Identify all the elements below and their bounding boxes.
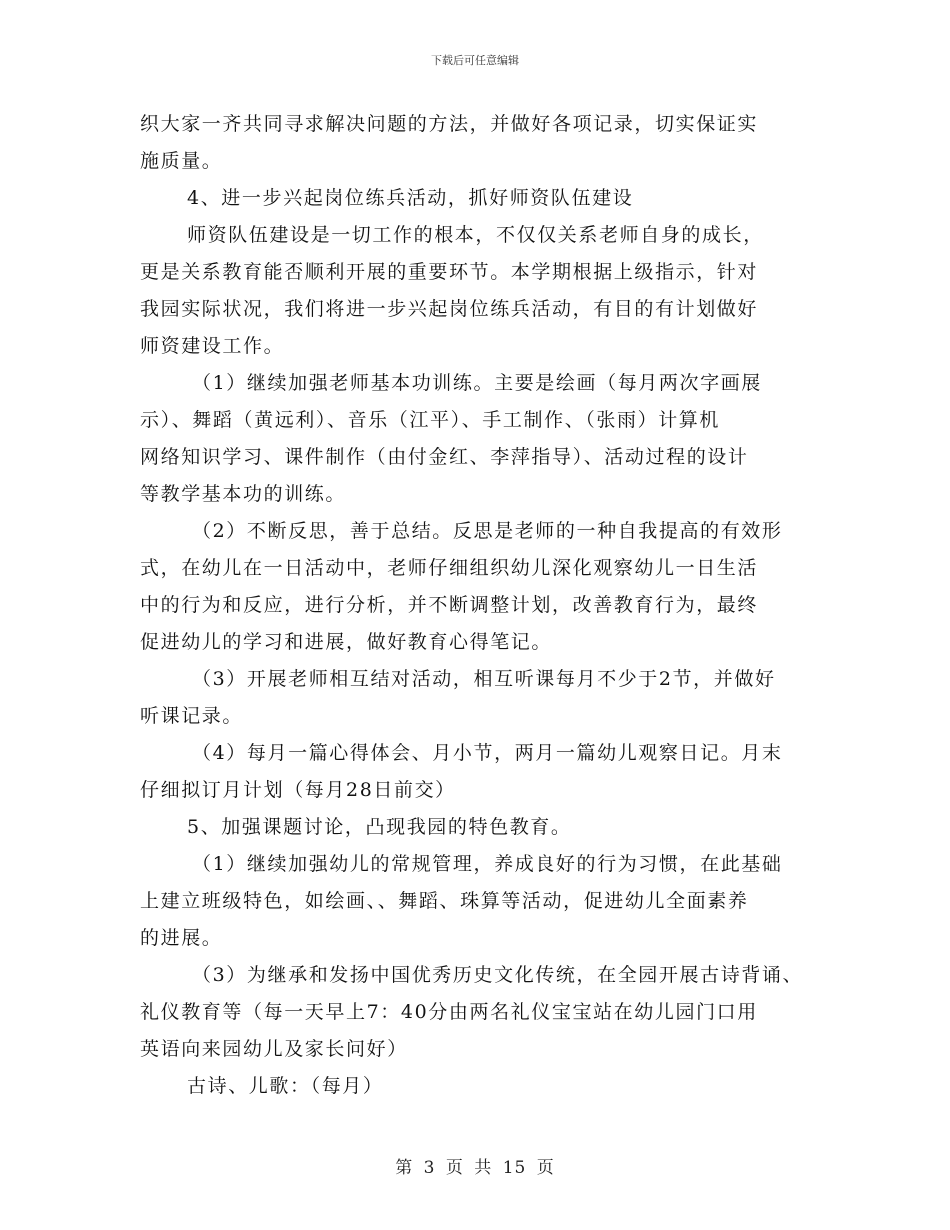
body-line: 听课记录。 — [140, 705, 244, 727]
body-line: 古诗、儿歌：（每月） — [187, 1075, 384, 1097]
list-item-line: （1）继续加强老师基本功训练。主要是绘画（每月两次字画展 — [192, 372, 762, 394]
list-item-line: （3）为继承和发扬中国优秀历史文化传统，在全园开展古诗背诵、 — [192, 964, 804, 986]
body-line: 促进幼儿的学习和进展，做好教育心得笔记。 — [140, 631, 553, 653]
footer-ye-end: 页 — [536, 1158, 555, 1178]
section-heading: 5、加强课题讨论，凸现我园的特色教育。 — [187, 816, 572, 838]
body-line: 更是关系教育能否顺利开展的重要环节。本学期根据上级指示，针对 — [140, 261, 759, 283]
body-line: 师资建设工作。 — [140, 335, 285, 357]
body-line: 的进展。 — [140, 927, 223, 949]
list-item-line: （1）继续加强幼儿的常规管理，养成良好的行为习惯，在此基础 — [192, 853, 783, 875]
total-page-count: 15 — [502, 1158, 527, 1178]
body-line: 织大家一齐共同寻求解决问题的方法，并做好各项记录，切实保证实 — [140, 113, 759, 135]
body-line: 示）、舞蹈（黄远利）、音乐（江平）、手工制作、（张雨）计算机 — [140, 409, 721, 431]
footer-gong: 共 — [474, 1158, 493, 1178]
body-line: 等教学基本功的训练。 — [140, 483, 347, 505]
section-heading: 4、进一步兴起岗位练兵活动，抓好师资队伍建设 — [187, 187, 634, 209]
body-line: 仔细拟订月计划（每月28日前交） — [140, 779, 456, 801]
page-footer — [0, 1153, 950, 1178]
body-line: 上建立班级特色，如绘画、、舞蹈、珠算等活动，促进幼儿全面素养 — [140, 890, 749, 912]
body-line: 网络知识学习、课件制作（由付金红、李萍指导）、活动过程的设计 — [140, 446, 749, 468]
list-item-line: （3）开展老师相互结对活动，相互听课每月不少于2节，并做好 — [192, 668, 776, 690]
list-item-line: （2）不断反思，善于总结。反思是老师的一种自我提高的有效形 — [192, 520, 783, 542]
body-line: 施质量。 — [140, 150, 223, 172]
footer-ye: 页 — [445, 1158, 464, 1178]
body-line: 中的行为和反应，进行分析，并不断调整计划，改善教育行为，最终 — [140, 594, 759, 616]
body-line: 式，在幼儿在一日活动中，老师仔细组织幼儿深化观察幼儿一日生活 — [140, 557, 759, 579]
current-page-number: 3 — [423, 1158, 436, 1178]
document-body — [140, 106, 840, 1105]
body-line: 我园实际状况，我们将进一步兴起岗位练兵活动，有目的有计划做好 — [140, 298, 759, 320]
footer-di: 第 — [395, 1158, 414, 1178]
body-line: 英语向来园幼儿及家长问好） — [140, 1038, 408, 1060]
body-line: 礼仪教育等（每一天早上7：40分由两名礼仪宝宝站在幼儿园门口用 — [140, 1001, 758, 1023]
page-header: 下载后可任意编辑 — [431, 54, 519, 67]
list-item-line: （4）每月一篇心得体会、月小节，两月一篇幼儿观察日记。月末 — [192, 742, 783, 764]
body-line: 师资队伍建设是一切工作的根本，不仅仅关系老师自身的成长， — [187, 224, 764, 246]
